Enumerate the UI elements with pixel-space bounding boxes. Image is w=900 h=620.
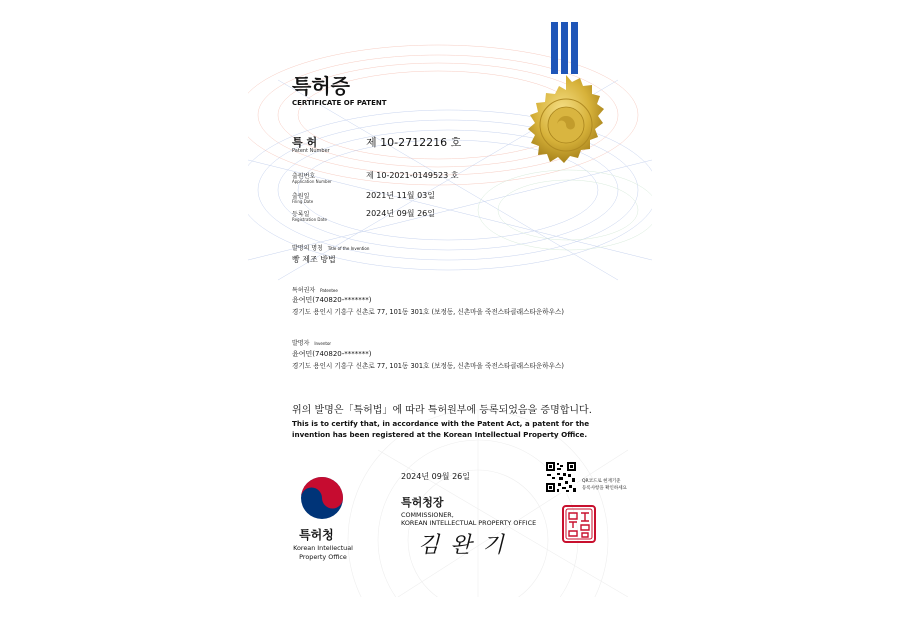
gold-seal-icon — [528, 75, 604, 163]
inventor-label-en: Inventor — [314, 341, 332, 346]
filing-date: 2021년 11월 03일 — [366, 191, 435, 200]
qr-code-icon — [545, 461, 577, 493]
patentee-name: 윤여민(740820-*******) — [292, 296, 372, 304]
invention-title: 빵 제조 방법 — [292, 255, 336, 264]
filing-date-label: 출원일 — [292, 193, 310, 200]
patentee-label-en: Patentee — [320, 288, 338, 293]
issue-date: 2024년 09월 26일 — [401, 472, 470, 481]
certify-statement-en-2: invention has been registered at the Korean Intellectual Property Office. — [292, 430, 588, 439]
ribbon — [551, 22, 578, 74]
commissioner-title-en: COMMISSIONER, KOREAN INTELLECTUAL PROPERTY OFFICE — [401, 511, 537, 527]
official-seal-icon — [561, 504, 597, 544]
qr-note: QR코드로 현재기준 등록사항을 확인하세요 — [582, 479, 627, 491]
patent-number-label-en: Patent Number — [292, 148, 330, 154]
kipo-emblem-icon — [298, 474, 346, 522]
commissioner-signature: 김 완 기 — [418, 533, 506, 558]
registration-date: 2024년 09월 26일 — [366, 209, 435, 218]
inventor-address: 경기도 용인시 기흥구 신촌로 77, 101동 301호 (보정동, 신촌마을 죽전스타클래스타운하우스) — [292, 362, 564, 370]
certify-statement-ko: 위의 발명은「특허법」에 따라 특허원부에 등록되었음을 증명합니다. — [292, 405, 592, 416]
filing-date-label-en: Filing Date — [292, 199, 314, 204]
invention-title-label-en: Title of the Invention — [327, 246, 370, 251]
application-number: 제 10-2021-0149523 호 — [366, 171, 459, 180]
registration-date-label-en: Registration Date — [292, 217, 327, 222]
certify-statement-en-1: This is to certify that, in accordance with the Patent Act, a patent for the — [292, 419, 590, 428]
patentee-address: 경기도 용인시 기흥구 신촌로 77, 101동 301호 (보정동, 신촌마을 죽전스타클래스타운하우스) — [292, 308, 564, 316]
inventor-label: 발명자 Inventor — [292, 340, 332, 347]
commissioner-title-ko: 특허청장 — [401, 496, 444, 509]
patent-number: 제 10-2712216 호 — [366, 136, 462, 149]
patent-certificate — [248, 20, 652, 597]
certificate-title-en: CERTIFICATE OF PATENT — [292, 99, 387, 107]
patent-number-label: 특 허 — [292, 136, 318, 149]
registration-date-label: 등록일 — [292, 211, 310, 218]
application-number-label-en: Application Number — [292, 179, 332, 184]
invention-title-label: 발명의 명칭 Title of the Invention — [292, 245, 370, 252]
office-name-ko: 특허청 — [299, 528, 334, 542]
application-number-label: 출원번호 — [292, 173, 316, 180]
patentee-label: 특허권자 Patentee — [292, 287, 338, 294]
office-name-en: Korean Intellectual Property Office — [293, 544, 353, 561]
certificate-title-ko: 특허증 — [292, 74, 350, 98]
inventor-name: 윤여민(740820-*******) — [292, 350, 372, 358]
